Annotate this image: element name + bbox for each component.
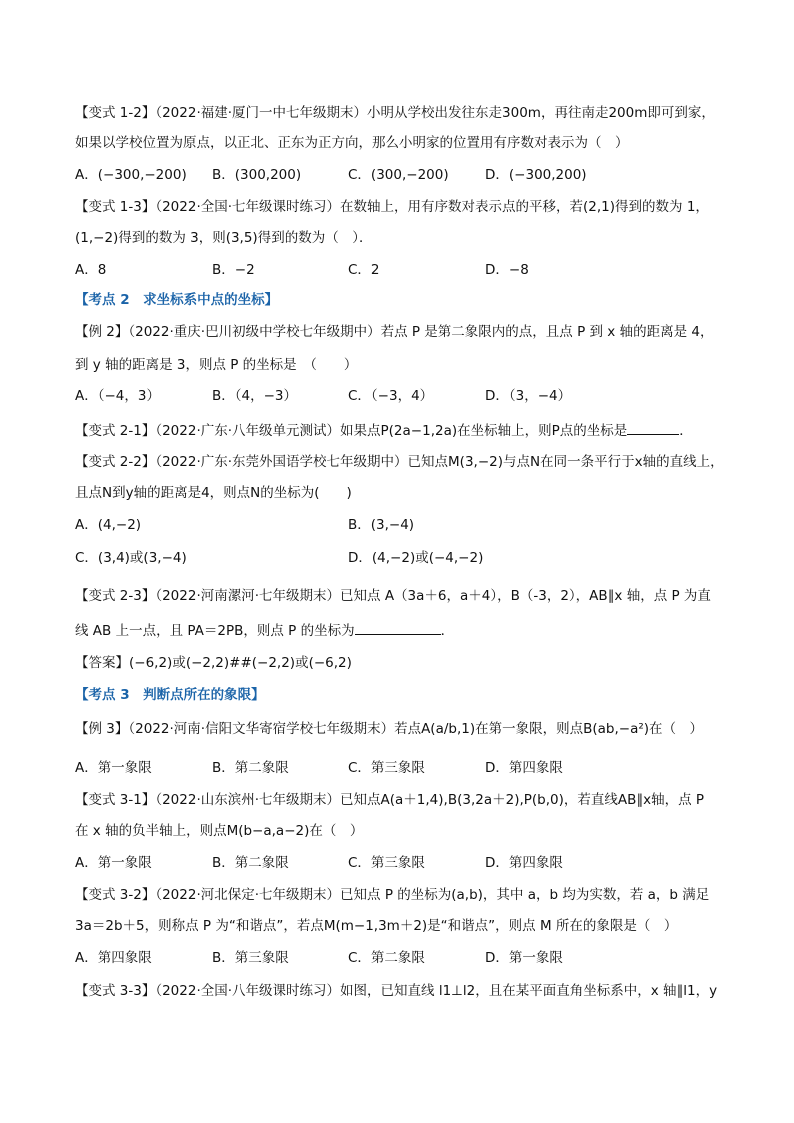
q-3-2-option-a: A．第四象限	[75, 950, 152, 966]
ex-3-option-d: D．第四象限	[485, 760, 563, 776]
q-3-1-option-d: D．第四象限	[485, 855, 563, 871]
ex-3-option-a: A．第一象限	[75, 760, 152, 776]
q-2-2-option-b: B．(3,−4)	[348, 517, 415, 533]
q-2-3-text: 线 AB 上一点，且 PA＝2PB，则点 P 的坐标为	[75, 623, 355, 639]
ex-2-option-d: D．（3，−4）	[485, 388, 572, 404]
q-1-3-option-b: B．−2	[212, 262, 255, 278]
q-2-2-option-a: A．(4,−2)	[75, 517, 142, 533]
q-3-1-line2: 在 x 轴的负半轴上，则点M(b−a,a−2)在（ ）	[75, 823, 364, 839]
q-3-1-line1: 【变式 3-1】（2022·山东滨州·七年级期末）已知点A(a＋1,4),B(3,2a＋2),P(b,0)，若直线AB∥x轴，点 P	[75, 792, 705, 808]
q-2-2-line1: 【变式 2-2】（2022·广东·东莞外国语学校七年级期中）已知点M(3,−2)与点N在同一条平行于x轴的直线上，	[75, 454, 724, 470]
q-2-3-line1: 【变式 2-3】（2022·河南漯河·七年级期末）已知点 A（3a＋6，a＋4），B（-3，2），AB∥x 轴，点 P 为直	[75, 588, 711, 604]
q-3-2-option-b: B．第三象限	[212, 950, 289, 966]
ex-3-line1: 【例 3】（2022·河南·信阳文华寄宿学校七年级期末）若点A(a/b,1)在第一象限，则点B(ab,−a²)在（ ）	[75, 721, 704, 737]
q-2-1-text: 【变式 2-1】（2022·广东·八年级单元测试）如果点P(2a−1,2a)在坐标轴上，则P点的坐标是	[75, 423, 628, 439]
q-3-2-option-d: D．第一象限	[485, 950, 563, 966]
q-1-3-line2: (1,−2)得到的数为 3，则(3,5)得到的数为（ ）．	[75, 230, 373, 246]
q-2-1-tail: ．	[679, 423, 693, 439]
q-3-1-option-c: C．第三象限	[348, 855, 425, 871]
q-3-2-line1: 【变式 3-2】（2022·河北保定·七年级期末）已知点 P 的坐标为(a,b)，其中 a，b 均为实数，若 a，b 满足	[75, 887, 710, 903]
q-2-3-answer: 【答案】(−6,2)或(−2,2)##(−2,2)或(−6,2)	[75, 655, 352, 671]
section-2-title: 【考点 2 求坐标系中点的坐标】	[75, 292, 279, 308]
q-2-3-answer-blank	[355, 620, 441, 635]
ex-2-option-c: C．（−3，4）	[348, 388, 434, 404]
q-3-2-line2: 3a＝2b＋5，则称点 P 为“和谐点”，若点M(m−1,3m＋2)是“和谐点”，则点 M 所在的象限是（ ）	[75, 918, 678, 934]
q-3-3-line1: 【变式 3-3】（2022·全国·八年级课时练习）如图，已知直线 l1⊥l2，且在某平面直角坐标系中，x 轴∥l1，y	[75, 983, 718, 999]
q-3-2-option-c: C．第二象限	[348, 950, 425, 966]
section-3-title: 【考点 3 判断点所在的象限】	[75, 687, 265, 703]
q-1-3-line1: 【变式 1-3】（2022·全国·七年级课时练习）在数轴上，用有序数对表示点的平移，若(2,1)得到的数为 1，	[75, 199, 709, 215]
q-1-2-line1: 【变式 1-2】（2022·福建·厦门一中七年级期末）小明从学校出发往东走300m，再往南走200m即可到家，	[75, 105, 715, 121]
q-1-3-option-d: D．−8	[485, 262, 529, 278]
q-1-3-option-c: C．2	[348, 262, 380, 278]
q-3-1-option-b: B．第二象限	[212, 855, 289, 871]
q-1-2-option-a: A．(−300,−200)	[75, 167, 187, 183]
q-2-1-line1	[75, 420, 693, 441]
q-2-3-line2	[75, 620, 454, 641]
ex-2-line1: 【例 2】（2022·重庆·巴川初级中学校七年级期中）若点 P 是第二象限内的点，且点 P 到 x 轴的距离是 4，	[75, 324, 714, 340]
ex-2-option-b: B．（4，−3）	[212, 388, 298, 404]
q-3-1-option-a: A．第一象限	[75, 855, 152, 871]
q-2-3-tail: ．	[440, 623, 455, 639]
q-2-2-line2: 且点N到y轴的距离是4，则点N的坐标为( )	[75, 485, 352, 501]
q-2-2-option-c: C．(3,4)或(3,−4)	[75, 550, 187, 566]
ex-2-line2: 到 y 轴的距离是 3，则点 P 的坐标是 （ ）	[75, 357, 358, 373]
ex-3-option-c: C．第三象限	[348, 760, 425, 776]
q-2-1-answer-blank	[627, 420, 679, 435]
q-1-2-option-c: C．(300,−200)	[348, 167, 449, 183]
ex-2-option-a: A．（−4，3）	[75, 388, 160, 404]
q-1-3-option-a: A．8	[75, 262, 107, 278]
q-2-2-option-d: D．(4,−2)或(−4,−2)	[348, 550, 484, 566]
q-1-2-option-d: D．(−300,200)	[485, 167, 587, 183]
ex-3-option-b: B．第二象限	[212, 760, 289, 776]
q-1-2-line2: 如果以学校位置为原点，以正北、正东为正方向，那么小明家的位置用有序数对表示为（ ）	[75, 135, 629, 151]
q-1-2-option-b: B．(300,200)	[212, 167, 302, 183]
